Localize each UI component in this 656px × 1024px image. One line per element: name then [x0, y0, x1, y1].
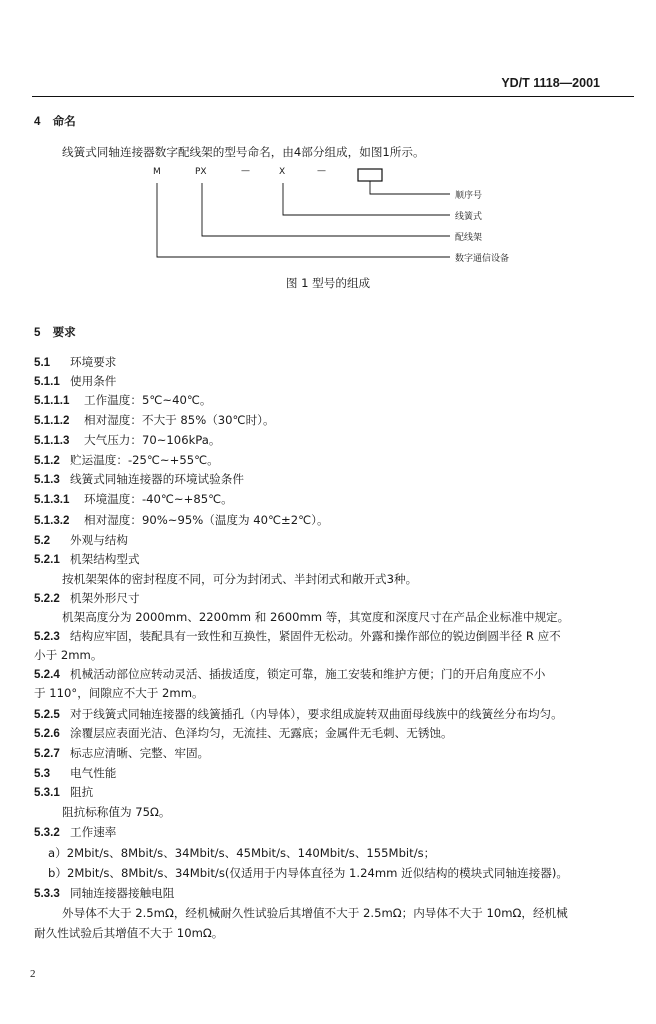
clause-text: 贮运温度：-25℃~+55℃。 — [70, 453, 219, 467]
para-5-3-3: 外导体不大于 2.5mΩ，经机械耐久性试验后其增值不大于 2.5mΩ；内导体不大于 10mΩ，经机械 — [62, 906, 568, 920]
clause-number: 5.2.6 — [34, 727, 60, 740]
section-4-heading — [34, 114, 76, 129]
clause-text: 环境温度：-40℃~+85℃。 — [84, 492, 233, 506]
clause-text: 电气性能 — [70, 766, 117, 780]
label-spring-type: 线簧式 — [455, 212, 483, 222]
para-5-2-3-cont: 小于 2mm。 — [34, 648, 103, 662]
clause-number: 5.3.3 — [34, 887, 60, 900]
page-number: 2 — [30, 968, 36, 980]
clause-number: 5.2.7 — [34, 747, 60, 760]
clause-text: 线簧式同轴连接器的环境试验条件 — [70, 472, 244, 486]
clause-text: 相对湿度：不大于 85%（30℃时）。 — [84, 413, 275, 427]
code-x: X — [279, 167, 286, 177]
connector-spring — [283, 183, 450, 215]
requirement-line — [34, 533, 128, 548]
clause-number: 5.1.1.3 — [34, 434, 70, 447]
clause-number: 5.3 — [34, 767, 51, 780]
requirement-line — [34, 374, 116, 389]
requirement-line — [34, 513, 329, 528]
section-5-heading — [34, 325, 76, 340]
standard-code: YD/T 1118—2001 — [501, 76, 600, 90]
para-5-2-1: 按机架架体的密封程度不同，可分为封闭式、半封闭式和敞开式3种。 — [62, 572, 418, 586]
clause-5-2-2 — [34, 591, 140, 606]
requirement-line — [34, 552, 140, 567]
section-4-title: 命名 — [52, 114, 76, 128]
item-5-3-2-a: a）2Mbit/s、8Mbit/s、34Mbit/s、45Mbit/s、140Mbit/s、155Mbit/s； — [48, 846, 436, 860]
section-5-title: 要求 — [52, 325, 76, 339]
code-px: PX — [195, 167, 207, 177]
requirement-line — [34, 413, 275, 428]
dash-1: — — [241, 166, 250, 176]
clause-number: 5.1.1 — [34, 375, 60, 388]
sequence-box — [358, 169, 382, 181]
clause-number: 5.1.3 — [34, 473, 60, 486]
clause-number: 5.1 — [34, 356, 51, 369]
clause-text: 涂覆层应表面光洁、色泽均匀，无流挂、无露底；金属件无毛刺、无锈蚀。 — [70, 726, 453, 740]
label-distribution-frame: 配线架 — [455, 233, 483, 243]
clause-text: 结构应牢固，装配具有一致性和互换性，紧固件无松动。外露和操作部位的锐边倒圆半径 R 应不 — [70, 629, 561, 643]
clause-text: 使用条件 — [70, 374, 117, 388]
item-5-3-2-b: b）2Mbit/s、8Mbit/s、34Mbit/s(仅适用于内导体直径为 1.24mm 近似结构的模块式同轴连接器)。 — [48, 866, 568, 880]
requirement-line — [34, 355, 116, 370]
clause-text: 标志应清晰、完整、牢固。 — [70, 746, 210, 760]
clause-text: 相对湿度：90%~95%（温度为 40℃±2℃）。 — [84, 513, 329, 527]
clause-text: 工作速率 — [70, 825, 117, 839]
clause-5-3-1 — [34, 785, 93, 800]
figure-caption: 图 1 型号的组成 — [285, 276, 371, 290]
connector-ddf — [202, 183, 450, 236]
clause-number: 5.2.5 — [34, 708, 60, 721]
naming-diagram-lines — [0, 160, 656, 270]
clause-text: 机架结构型式 — [70, 552, 140, 566]
clause-5-2-3 — [34, 629, 561, 644]
clause-number: 5.1.1.2 — [34, 414, 70, 427]
section-4-number: 4 — [34, 115, 41, 128]
clause-number: 5.2.3 — [34, 630, 60, 643]
clause-number: 5.1.3.2 — [34, 514, 70, 527]
connector-seq — [370, 181, 450, 194]
clause-number: 5.2.4 — [34, 668, 60, 681]
section-5-number: 5 — [34, 326, 41, 339]
clause-text: 外观与结构 — [70, 533, 128, 547]
clause-number: 5.3.1 — [34, 786, 60, 799]
para-5-2-4-cont: 于 110°，间隙应不大于 2mm。 — [34, 686, 204, 700]
para-5-3-1: 阻抗标称值为 75Ω。 — [62, 805, 171, 819]
clause-text: 对于线簧式同轴连接器的线簧插孔（内导体），要求组成旋转双曲面母线族中的线簧丝分布均匀。 — [70, 707, 563, 721]
clause-text: 环境要求 — [70, 355, 117, 369]
header-rule — [32, 96, 634, 97]
clause-number: 5.1.1.1 — [34, 394, 70, 407]
clause-number: 5.2.1 — [34, 553, 60, 566]
clause-text: 阻抗 — [70, 785, 94, 799]
clause-5-3-2 — [34, 825, 116, 840]
code-m: M — [153, 167, 161, 177]
clause-number: 5.1.3.1 — [34, 493, 70, 506]
requirement-line — [34, 492, 233, 507]
clause-5-2-6 — [34, 726, 453, 741]
clause-5-2-7 — [34, 746, 209, 761]
clause-number: 5.2 — [34, 534, 51, 547]
clause-5-3 — [34, 766, 116, 781]
naming-diagram — [0, 160, 656, 270]
clause-5-2-5 — [34, 707, 563, 722]
clause-text: 工作温度：5℃~40℃。 — [84, 393, 212, 407]
clause-text: 机械活动部位应转动灵活、插拔适度，锁定可靠，施工安装和维护方便；门的开启角度应不小 — [70, 667, 546, 681]
requirement-line — [34, 433, 220, 448]
requirement-line — [34, 453, 219, 468]
clause-number: 5.2.2 — [34, 592, 60, 605]
para-5-2-2: 机架高度分为 2000mm、2200mm 和 2600mm 等，其宽度和深度尺寸在产品企业标准中规定。 — [62, 610, 570, 624]
section-4-intro: 线簧式同轴连接器数字配线架的型号命名，由4部分组成，如图1所示。 — [62, 145, 425, 159]
requirement-line — [34, 393, 211, 408]
dash-2: — — [317, 166, 326, 176]
clause-number: 5.1.2 — [34, 454, 60, 467]
label-digital-comm-device: 数字通信设备 — [455, 254, 510, 264]
clause-5-2-4 — [34, 667, 545, 682]
para-5-3-3-cont: 耐久性试验后其增值不大于 10mΩ。 — [34, 926, 224, 940]
label-sequence-number: 顺序号 — [455, 191, 483, 201]
requirement-line — [34, 472, 244, 487]
clause-number: 5.3.2 — [34, 826, 60, 839]
clause-5-3-3 — [34, 886, 174, 901]
clause-text: 机架外形尺寸 — [70, 591, 140, 605]
clause-text: 同轴连接器接触电阻 — [70, 886, 175, 900]
clause-text: 大气压力：70~106kPa。 — [84, 433, 221, 447]
